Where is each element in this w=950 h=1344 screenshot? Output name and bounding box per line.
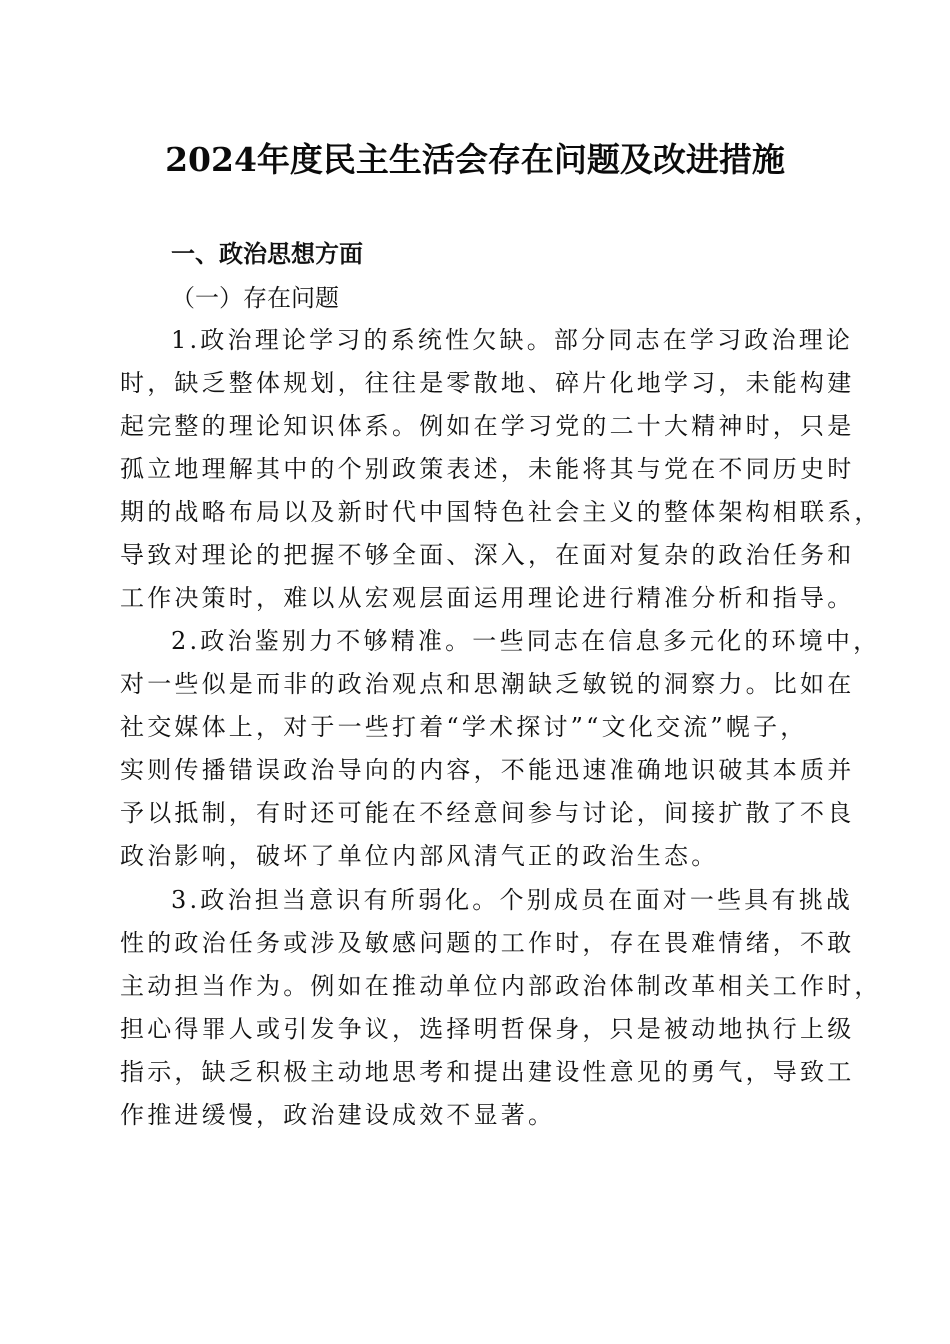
paragraph-line: 导致对理论的把握不够全面、深入，在面对复杂的政治任务和 [120, 541, 855, 569]
paragraph-line: 期的战略布局以及新时代中国特色社会主义的整体架构相联系， [120, 498, 882, 526]
paragraph-line: 起完整的理论知识体系。例如在学习党的二十大精神时，只是 [120, 412, 855, 440]
paragraph-line: 实则传播错误政治导向的内容，不能迅速准确地识破其本质并 [120, 756, 855, 784]
subsection-heading-existing-problems: （一）存在问题 [171, 284, 339, 312]
paragraph-1 [120, 319, 882, 620]
paragraph-2 [120, 620, 881, 878]
paragraph-line: 对一些似是而非的政治观点和思潮缺乏敏锐的洞察力。比如在 [120, 670, 855, 698]
paragraph-line: 1.政治理论学习的系统性欠缺。部分同志在学习政治理论 [171, 326, 854, 354]
paragraph-line: 担心得罪人或引发争议，选择明哲保身，只是被动地执行上级 [120, 1015, 855, 1043]
paragraph-line: 时，缺乏整体规划，往往是零散地、碎片化地学习，未能构建 [120, 369, 855, 397]
paragraph-line: 3.政治担当意识有所弱化。个别成员在面对一些具有挑战 [171, 886, 854, 914]
document-title: 2024年度民主生活会存在问题及改进措施 [165, 140, 785, 179]
paragraph-line: 社交媒体上，对于一些打着“学术探讨”“文化交流”幌子， [120, 713, 808, 741]
paragraph-line: 主动担当作为。例如在推动单位内部政治体制改革相关工作时， [120, 972, 882, 1000]
paragraph-3 [120, 879, 882, 1137]
paragraph-line: 予以抵制，有时还可能在不经意间参与讨论，间接扩散了不良 [120, 799, 855, 827]
paragraph-line: 指示，缺乏积极主动地思考和提出建设性意见的勇气，导致工 [120, 1058, 855, 1086]
paragraph-line: 工作决策时，难以从宏观层面运用理论进行精准分析和指导。 [120, 584, 855, 612]
section-heading-political-thought: 一、政治思想方面 [171, 240, 363, 268]
paragraph-line: 性的政治任务或涉及敏感问题的工作时，存在畏难情绪，不敢 [120, 929, 855, 957]
paragraph-line: 2.政治鉴别力不够精准。一些同志在信息多元化的环境中， [171, 627, 881, 655]
paragraph-line: 孤立地理解其中的个别政策表述，未能将其与党在不同历史时 [120, 455, 855, 483]
paragraph-line: 政治影响，破坏了单位内部风清气正的政治生态。 [120, 842, 719, 870]
paragraph-line: 作推进缓慢，政治建设成效不显著。 [120, 1101, 556, 1129]
